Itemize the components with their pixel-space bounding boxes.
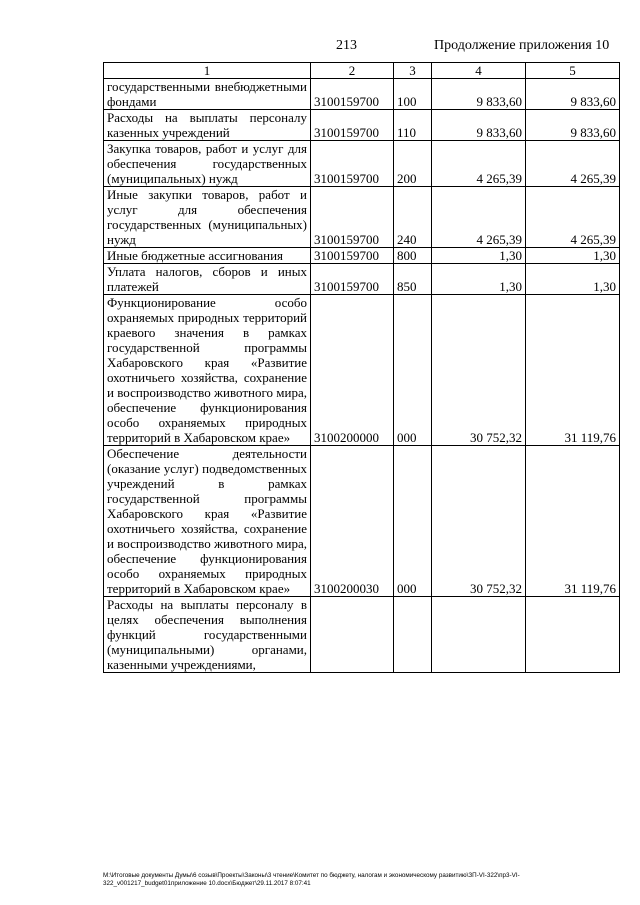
row-name: Расходы на выплаты персоналу в целях обеспечения выполнения функций государственными (муниципальными) органами, казенными учреждениями, xyxy=(104,597,311,673)
row-code: 3100159700 xyxy=(311,79,394,110)
row-amount-2018: 4 265,39 xyxy=(432,141,526,187)
table-row xyxy=(104,187,620,248)
row-name: Закупка товаров, работ и услуг для обеспечения государственных (муниципальных) нужд xyxy=(104,141,311,187)
table-row xyxy=(104,79,620,110)
continuation-label: Продолжение приложения 10 xyxy=(434,38,610,53)
row-expense-type: 100 xyxy=(394,79,432,110)
row-name: Функционирование особо охраняемых природных территорий краевого значения в рамках государственной программы Хабаровского края «Развитие охотничьего хозяйства, сохранение и воспроизводство животного мира, обеспечение функционирования особо охраняемых природных территорий в Хабаровском крае» xyxy=(104,295,311,446)
row-expense-type: 240 xyxy=(394,187,432,248)
row-expense-type: 000 xyxy=(394,295,432,446)
row-expense-type xyxy=(394,597,432,673)
row-expense-type: 850 xyxy=(394,264,432,295)
table-row xyxy=(104,597,620,673)
row-amount-2019: 31 119,76 xyxy=(526,295,620,446)
row-name: государственными внебюджетными фондами xyxy=(104,79,311,110)
header-col-4: 4 xyxy=(432,63,526,79)
row-amount-2019: 1,30 xyxy=(526,248,620,264)
table-header-row xyxy=(104,63,620,79)
row-expense-type: 000 xyxy=(394,446,432,597)
row-amount-2019: 1,30 xyxy=(526,264,620,295)
row-expense-type: 800 xyxy=(394,248,432,264)
table-row xyxy=(104,295,620,446)
row-amount-2018: 30 752,32 xyxy=(432,295,526,446)
header-col-1: 1 xyxy=(104,63,311,79)
header-col-5: 5 xyxy=(526,63,620,79)
file-path-footer: M:\Итоговые документы Думы\6 созыв\Проекты\Законы\3 чтение\Комитет по бюджету, налогам и экономическому развитию\ЗП-VI-322\пр3-VI-322_v001217_budget01приложение 10.docx\Бюджет\29.11.2017 8:07:41 xyxy=(103,872,520,887)
table-row xyxy=(104,248,620,264)
header-col-2: 2 xyxy=(311,63,394,79)
row-expense-type: 200 xyxy=(394,141,432,187)
table-row xyxy=(104,110,620,141)
row-code: 3100159700 xyxy=(311,264,394,295)
row-code: 3100200000 xyxy=(311,295,394,446)
table-row xyxy=(104,141,620,187)
row-amount-2019: 9 833,60 xyxy=(526,110,620,141)
row-name: Иные бюджетные ассигнования xyxy=(104,248,311,264)
row-amount-2018: 1,30 xyxy=(432,248,526,264)
row-code: 3100200030 xyxy=(311,446,394,597)
row-code: 3100159700 xyxy=(311,187,394,248)
row-code: 3100159700 xyxy=(311,110,394,141)
row-amount-2019: 4 265,39 xyxy=(526,141,620,187)
row-code: 3100159700 xyxy=(311,248,394,264)
page-number: 213 xyxy=(336,38,357,53)
table-row xyxy=(104,446,620,597)
row-name: Расходы на выплаты персоналу казенных учреждений xyxy=(104,110,311,141)
row-code: 3100159700 xyxy=(311,141,394,187)
row-amount-2018: 30 752,32 xyxy=(432,446,526,597)
row-expense-type: 110 xyxy=(394,110,432,141)
row-code xyxy=(311,597,394,673)
row-amount-2019 xyxy=(526,597,620,673)
row-amount-2019: 31 119,76 xyxy=(526,446,620,597)
row-amount-2019: 9 833,60 xyxy=(526,79,620,110)
header-col-3: 3 xyxy=(394,63,432,79)
table-row xyxy=(104,264,620,295)
row-amount-2018: 9 833,60 xyxy=(432,110,526,141)
budget-table xyxy=(103,62,620,673)
row-amount-2018: 1,30 xyxy=(432,264,526,295)
row-name: Иные закупки товаров, работ и услуг для обеспечения государственных (муниципальных) нужд xyxy=(104,187,311,248)
row-name: Обеспечение деятельности (оказание услуг) подведомственных учреждений в рамках государственной программы Хабаровского края «Развитие охотничьего хозяйства, сохранение и воспроизводство животного мира, обеспечение функционирования особо охраняемых природных территорий в Хабаровском крае» xyxy=(104,446,311,597)
row-amount-2019: 4 265,39 xyxy=(526,187,620,248)
row-amount-2018: 9 833,60 xyxy=(432,79,526,110)
row-amount-2018 xyxy=(432,597,526,673)
row-amount-2018: 4 265,39 xyxy=(432,187,526,248)
row-name: Уплата налогов, сборов и иных платежей xyxy=(104,264,311,295)
